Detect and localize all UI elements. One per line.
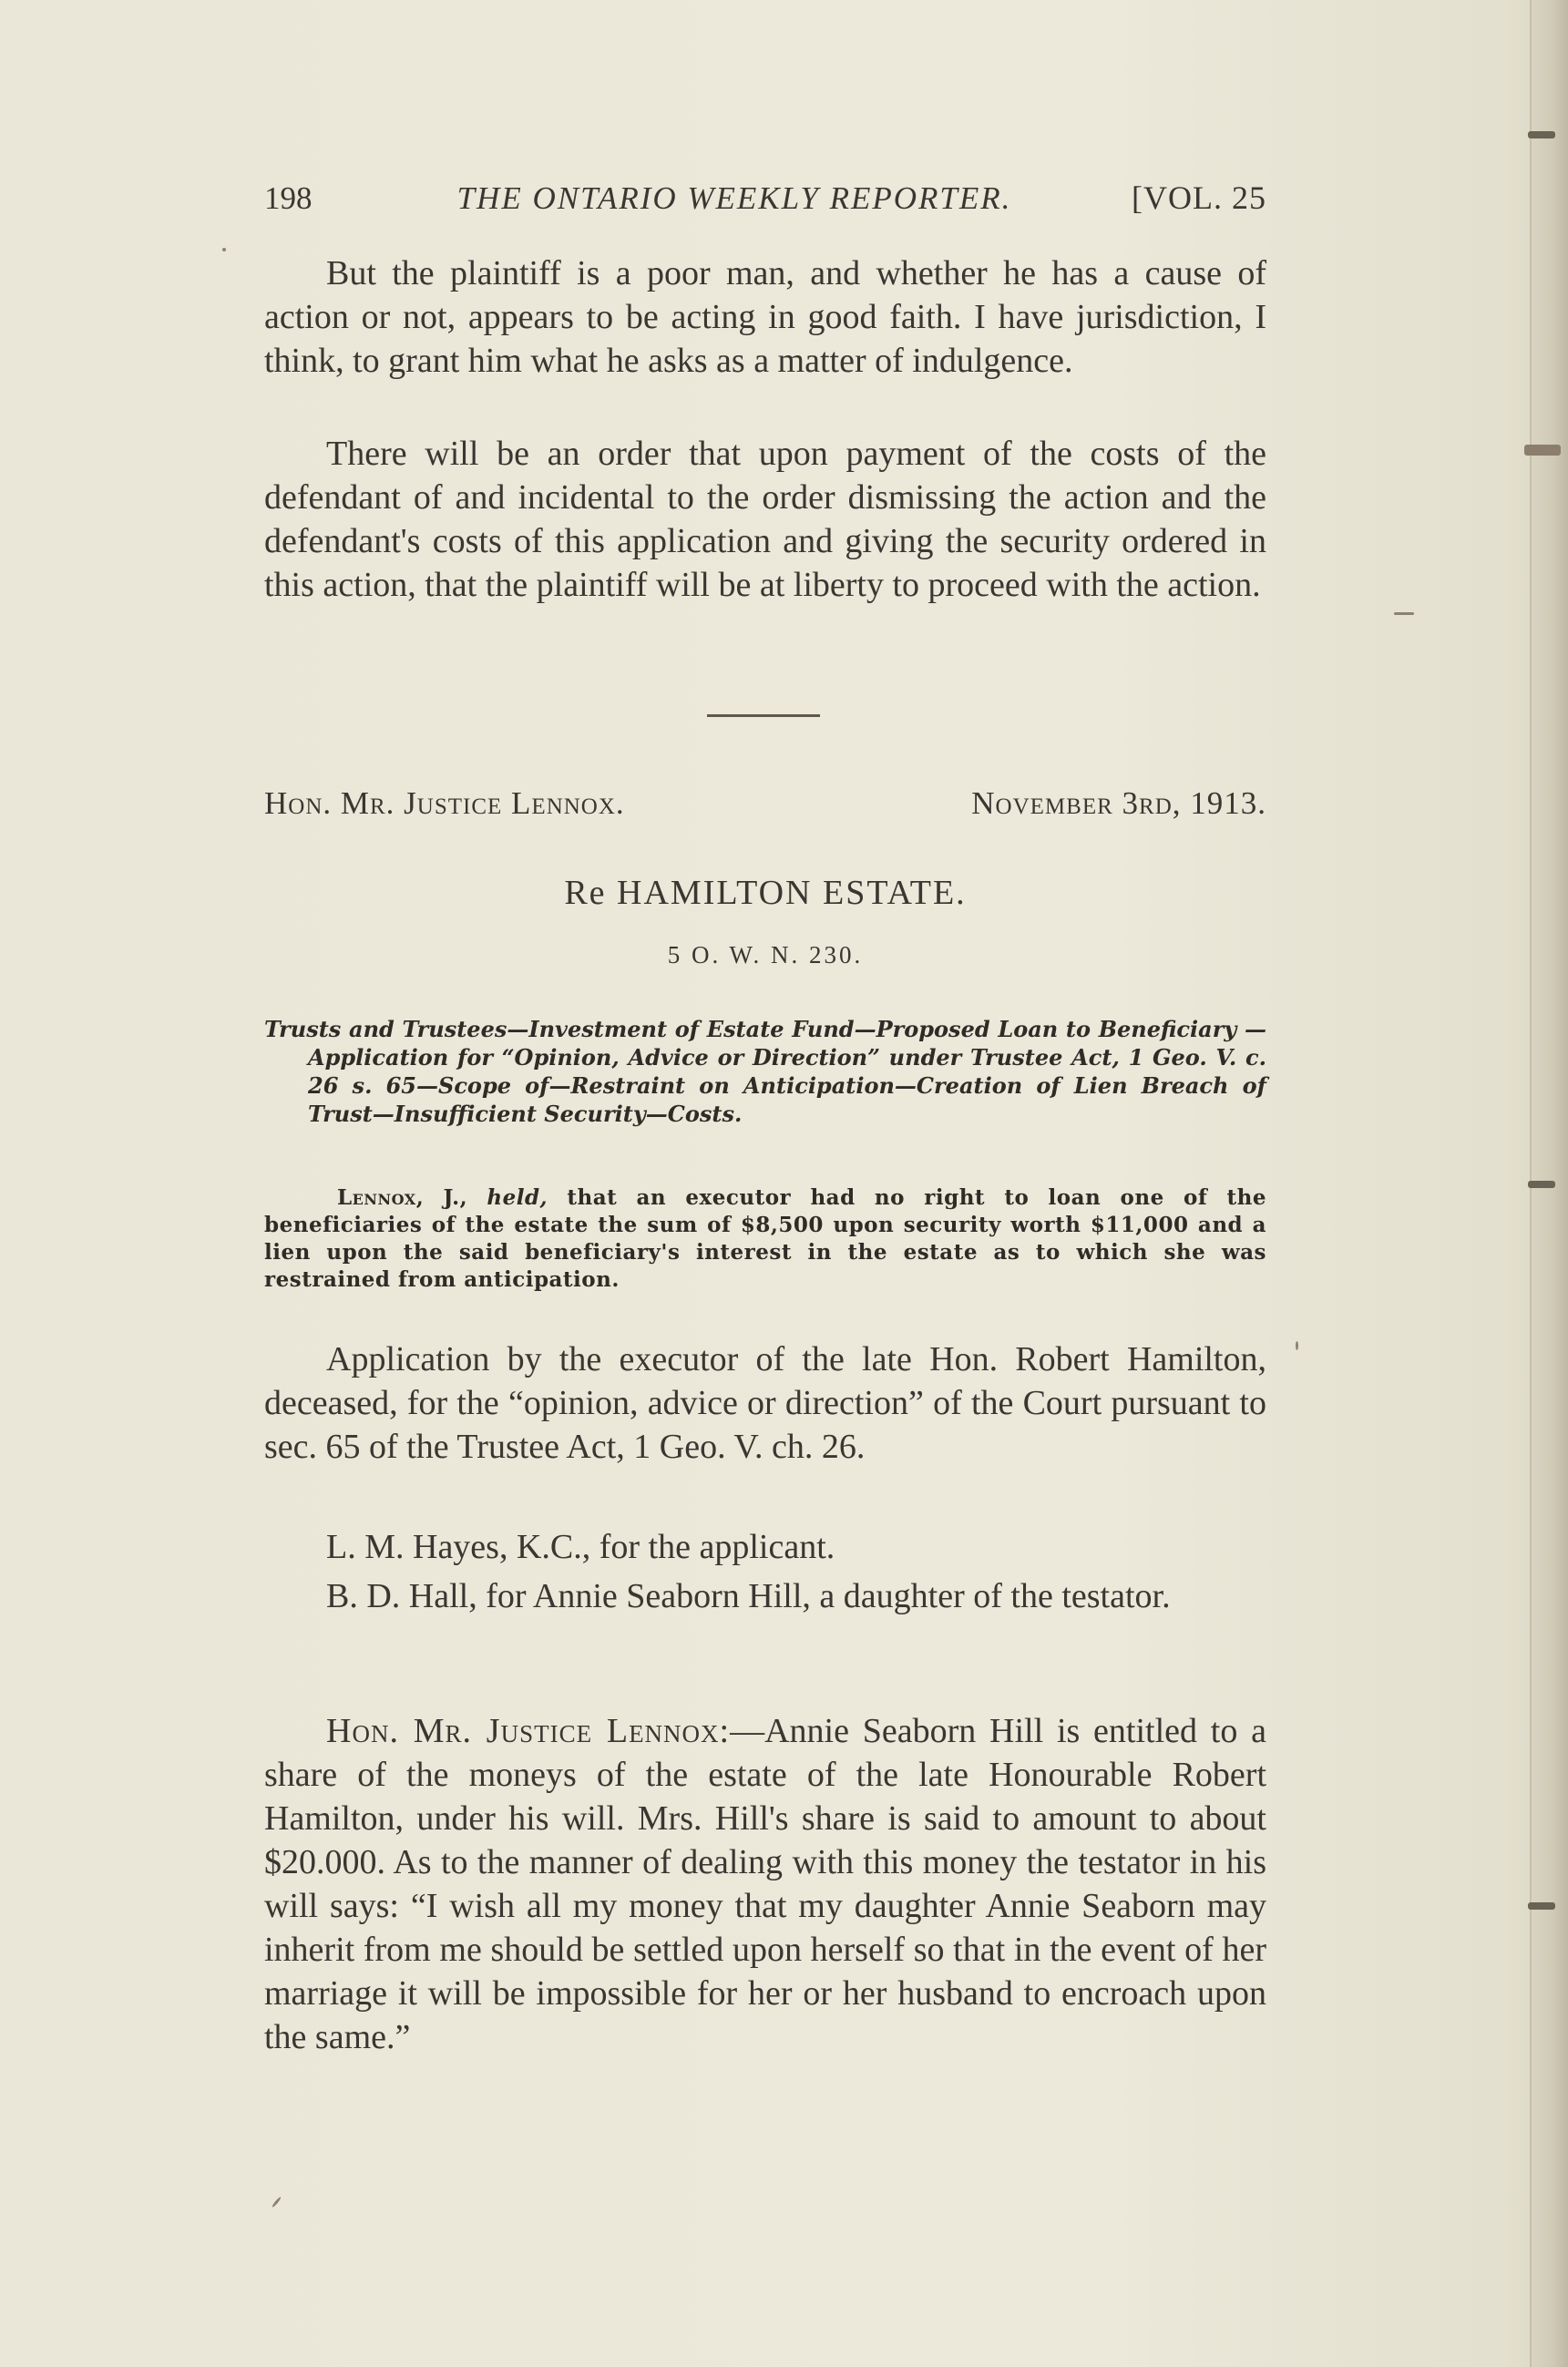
edge-mark (1528, 131, 1555, 138)
running-title: THE ONTARIO WEEKLY REPORTER. (456, 180, 1012, 216)
counsel-line: B. D. Hall, for Annie Seaborn Hill, a daughter of the testator. (326, 1577, 1171, 1615)
holding (264, 1184, 1266, 1294)
edge-mark (1528, 1902, 1555, 1910)
paragraph: But the plaintiff is a poor man, and whether he has a cause of action or not, appears to be acting in good faith. I have jurisdiction, I think, to grant him what he asks as a matter of indulgence. (264, 254, 1266, 380)
paper-speck (222, 248, 226, 251)
paper-speck (1296, 1341, 1298, 1350)
decision-date: November 3rd, 1913. (971, 785, 1266, 821)
edge-mark (1524, 445, 1561, 456)
holding-judge: Lennox, J., (337, 1185, 468, 1210)
application-paragraph: Application by the executor of the late Hon. Robert Hamilton, deceased, for the “opinion, advice or direction” of the Court pursuant to sec. 65 of the Trustee Act, 1 Geo. V. ch. 26. (264, 1340, 1266, 1466)
paragraph: There will be an order that upon payment of the costs of the defendant of and incidental to the order dismissing the action and the defendant's costs of this application and giving the security ordered in this action, that the plaintiff will be at liberty to proceed with the action. (264, 435, 1266, 604)
section-divider (707, 714, 820, 717)
running-header (264, 179, 1266, 224)
judge-name: Hon. Mr. Justice Lennox. (264, 785, 625, 821)
page-number: 198 (264, 180, 313, 216)
headnote: Trusts and Trustees—Investment of Estate Fund—Proposed Loan to Beneficiary — Application for “Opinion, Advice or Direction” under Trustee Act, 1 Geo. V. c. 26 s. 65—Scope of—Restraint on Anticipation—Creation of Lien Breach of Trust—Insufficient Security—Costs. (264, 1016, 1266, 1127)
paper-speck (1394, 612, 1414, 615)
holding-text: that an executor had no right to loan one of the beneficiaries of the estate the sum of $8,500 upon security worth $11,000 and a lien upon the said beneficiary's interest in the estate as to which she was restrained from anticipation. (264, 1185, 1266, 1292)
holding-word: held, (487, 1185, 548, 1210)
case-title: Re HAMILTON ESTATE. (564, 874, 967, 912)
judgment-text: —Annie Seaborn Hill is entitled to a share of the moneys of the estate of the late Honourable Robert Hamilton, under his will. Mrs. Hill's share is said to amount to about $20.000. As to the manner of dealing with this money the testator in his will says: “I wish all my money that my daughter Annie Seaborn may inherit from me should be settled upon herself so that in the event of her marriage it will be impossible for her or her husband to encroach upon the same.” (264, 1712, 1266, 2056)
page-edge (1530, 0, 1568, 2367)
counsel-line: L. M. Hayes, K.C., for the applicant. (326, 1528, 835, 1566)
paper-speck (272, 2197, 282, 2208)
judgment-paragraph (264, 1709, 1266, 2059)
volume-label: [VOL. 25 (1132, 179, 1266, 216)
judgment-judge: Hon. Mr. Justice Lennox: (326, 1712, 731, 1750)
edge-mark (1528, 1181, 1555, 1188)
case-citation: 5 O. W. N. 230. (667, 941, 864, 968)
case-byline (264, 785, 1266, 822)
